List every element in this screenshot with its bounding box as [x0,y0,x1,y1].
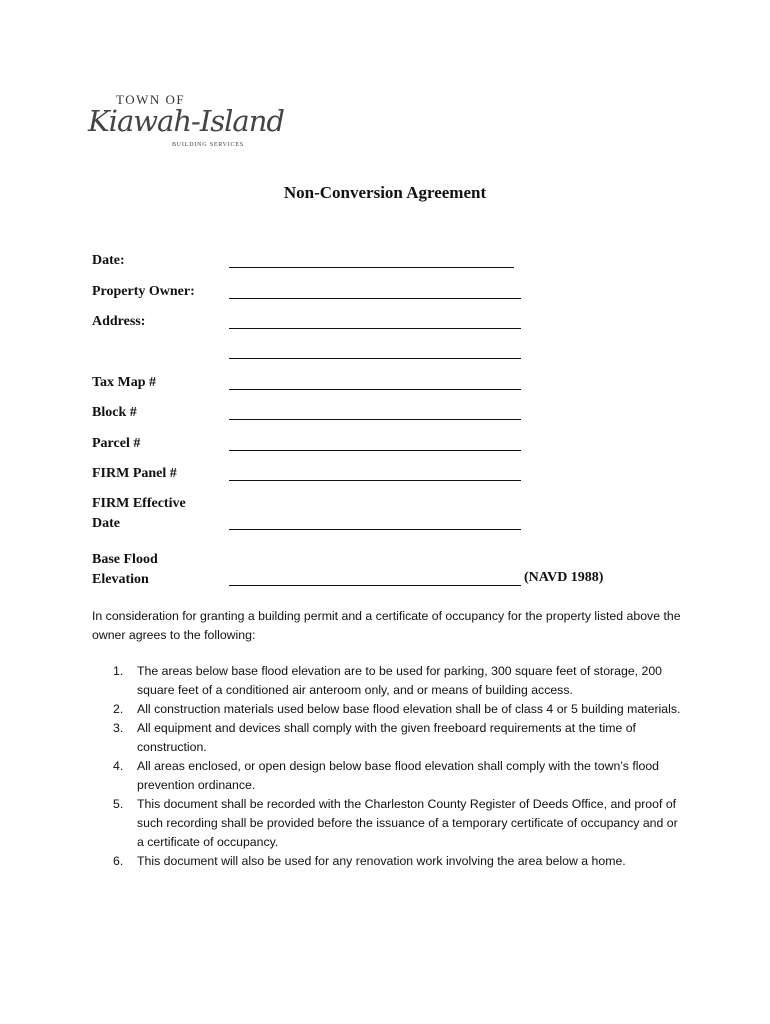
list-item [92,852,682,871]
list-item [92,719,682,757]
logo-name-text: Kiawah-Island [88,104,284,138]
document-title: Non-Conversion Agreement [283,183,487,202]
kiawah-island-logo [88,92,284,154]
address-label: Address: [92,314,146,329]
list-text: All construction materials used below base flood elevation shall be of class 4 or 5 building materials. [137,702,681,716]
date-field[interactable] [229,267,514,268]
firm-panel-label: FIRM Panel # [92,466,177,481]
tax-map-field[interactable] [229,389,521,390]
list-number: 5. [113,797,124,811]
logo-tagline: BUILDING SERVICES [172,142,244,148]
list-text: All equipment and devices shall comply with the given freeboard requirements at the time of construction. [137,721,636,754]
list-text: All areas enclosed, or open design below base flood elevation shall comply with the town’s flood prevention ordinance. [137,759,660,792]
list-text: This document will also be used for any renovation work involving the area below a home. [137,854,626,868]
parcel-field[interactable] [229,450,521,451]
list-number: 2. [113,702,124,716]
logo-town-text: TOWN OF [116,92,186,107]
list-item [92,757,682,795]
list-number: 3. [113,721,124,735]
date-label: Date: [92,253,125,268]
property-owner-label: Property Owner: [92,284,195,299]
list-number: 1. [113,664,124,678]
list-item [92,700,682,719]
list-text: This document shall be recorded with the Charleston County Register of Deeds Office, and proof of such recording shall be provided before the issuance of a temporary certificate of occupancy and or a certificate of occupancy. [137,797,678,849]
list-item [92,795,682,852]
base-flood-elevation-field[interactable] [229,585,521,586]
block-label: Block # [92,405,137,420]
list-number: 6. [113,854,124,868]
address-field-line-1[interactable] [229,328,521,329]
terms-list [92,662,682,871]
address-field-line-2[interactable] [229,358,521,359]
parcel-label: Parcel # [92,436,141,451]
firm-panel-field[interactable] [229,480,521,481]
base-flood-elevation-label: Base Flood Elevation [92,552,158,587]
tax-map-label: Tax Map # [92,375,157,390]
firm-effective-date-field[interactable] [229,529,521,530]
intro-paragraph: In consideration for granting a building permit and a certificate of occupancy for the property listed above the owner agrees to the following: [92,609,681,642]
list-text: The areas below base flood elevation are to be used for parking, 300 square feet of storage, 200 square feet of a conditioned air anteroom only, and or means of building access. [137,664,663,697]
block-field[interactable] [229,419,521,420]
list-number: 4. [113,759,124,773]
property-owner-field[interactable] [229,298,521,299]
firm-effective-date-label: FIRM Effective Date [92,496,186,531]
navd-datum-label: (NAVD 1988) [524,570,604,585]
list-item [92,662,682,700]
